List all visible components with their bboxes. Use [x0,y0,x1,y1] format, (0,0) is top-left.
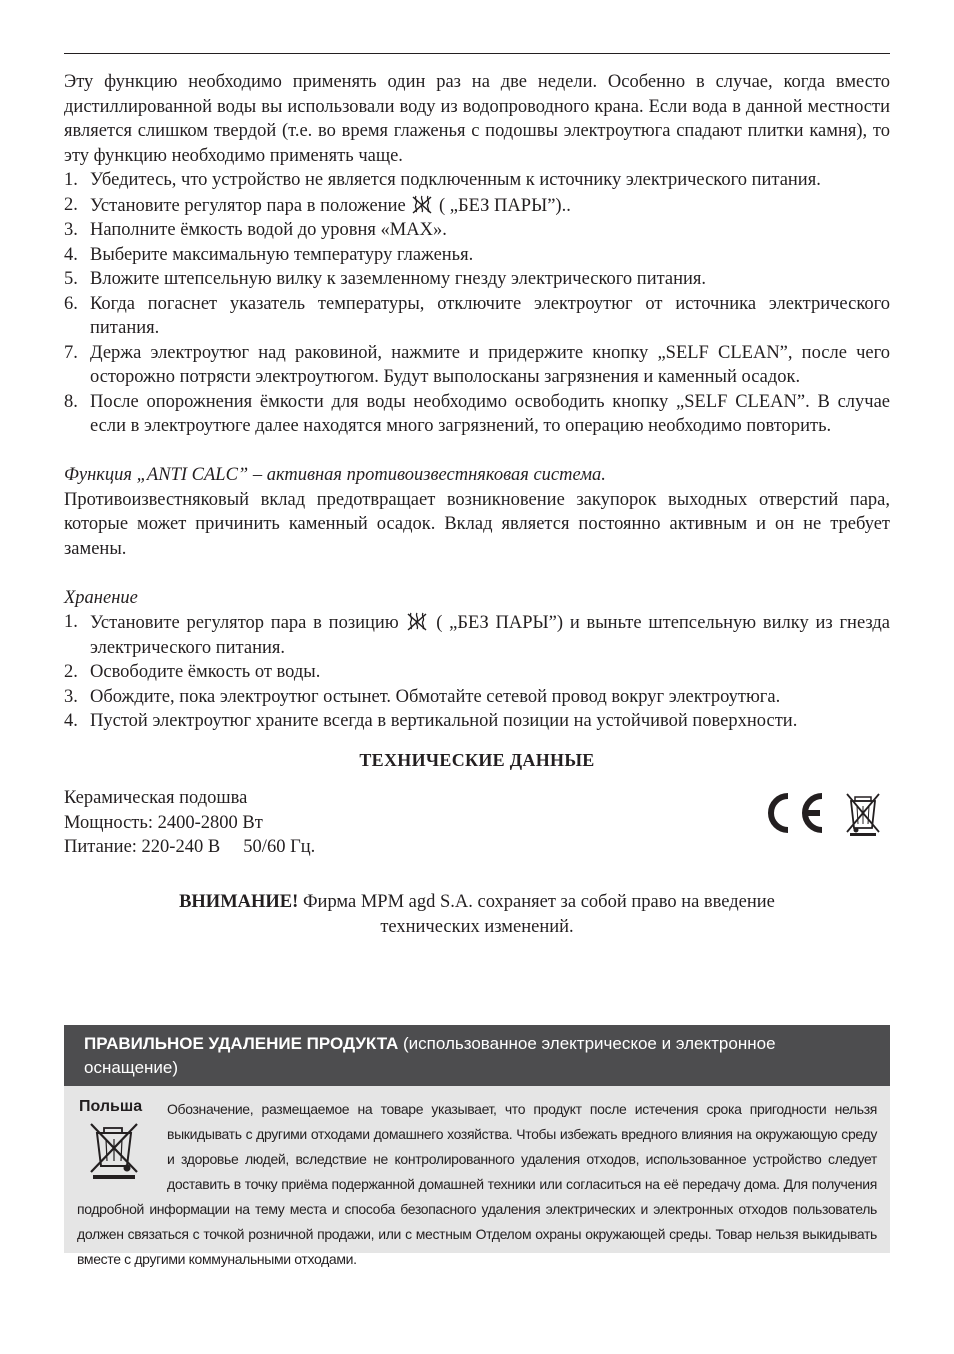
step-text: Обождите, пока электроутюг остынет. Обмотайте сетевой провод вокруг электроутюга. [90,686,781,707]
step-text: Когда погаснет указатель температуры, отключите электроутюг от источника электрического питания. [90,293,890,338]
list-item [64,341,890,390]
step-text: Выберите максимальную температуру глаженья. [90,244,474,265]
certification-marks [758,790,882,836]
step-number: 4. [64,244,78,265]
no-steam-icon [405,610,429,632]
step-text: Установите регулятор пара в положение [90,195,411,216]
page-content [64,70,890,939]
notice-bold: ВНИМАНИЕ! [179,892,299,912]
no-steam-icon [410,193,434,215]
list-item [64,709,890,734]
list-item [64,390,890,439]
anti-calc-text: Противоизвестняковый вклад предотвращает возникновение закупорок выходных отверстий пара, которые может причинить каменный осадок. Вклад является постоянно активным и он не требует замены. [64,489,890,559]
intro-paragraph: Эту функцию необходимо применять один раз на две недели. Особенно в случае, когда вместо дистиллированной воды вы использовали воду из водопроводного крана. Если вода в данной местности является слишком твердой (т.е. во время глаженья с подошвы электроутюга спадают плитки камня), то эту функцию необходимо применять чаще. [64,72,890,166]
step-number: 2. [64,194,78,215]
step-number: 6. [64,293,78,314]
storage-steps [64,610,890,734]
storage-heading: Хранение [64,587,138,608]
step-text: Держа электроутюг над раковиной, нажмите и придержите кнопку „SELF CLEAN”, после чего осторожно потрясти электроутюгом. Будут выполосканы загрязнения и каменный осадок. [90,342,890,387]
disposal-header [64,1025,890,1086]
step-text-suffix: ( „БЕЗ ПАРЫ”).. [434,195,571,216]
step-text: Установите регулятор пара в позицию [90,613,406,633]
step-number: 3. [64,220,78,240]
list-item [64,168,890,193]
tech-line: Мощность: 2400-2800 Вт [64,812,263,833]
step-number: 1. [64,612,78,632]
step-number: 8. [64,391,78,412]
step-text: После опорожнения ёмкости для воды необходимо освободить кнопку „SELF CLEAN”. В случае если в электроутюге далее находятся много загрязнений, то операцию необходимо повторить. [90,391,890,436]
list-item [64,292,890,341]
notice [64,890,890,939]
tech-line: Питание: 220-240 В 50/60 Гц. [64,837,316,857]
step-text: Убедитесь, что устройство не является подключенным к источнику электрического питания. [90,170,821,190]
step-number: 1. [64,170,78,190]
list-item [64,685,890,710]
notice-line1: Фирма MPM agd S.A. сохраняет за собой право на введение [298,892,775,912]
list-item [64,610,890,660]
disposal-left [77,1097,159,1180]
disposal-section [64,1025,890,1267]
tech-data-block [64,786,890,860]
disposal-header-title: ПРАВИЛЬНОЕ УДАЛЕНИЕ ПРОДУКТА [84,1034,399,1053]
country-label: Польша [79,1098,143,1115]
list-item [64,660,890,685]
crossed-bin-icon [85,1120,143,1180]
step-text: Пустой электроутюг храните всегда в вертикальной позиции на устойчивой поверхности. [90,711,798,731]
list-item [64,243,890,268]
step-number: 2. [64,662,78,682]
step-text-suffix: ( „БЕЗ ПАРЫ”) и выньте штепсельную вилку из гнезда электрического питания. [90,613,890,658]
anti-calc-heading: Функция „ANTI CALC” – активная противоизвестняковая система. [64,465,606,485]
disposal-body [64,1086,890,1267]
crossed-bin-icon [844,790,882,836]
step-number: 7. [64,342,78,363]
cleaning-steps [64,168,890,439]
ce-mark-icon [758,790,828,836]
list-item [64,193,890,219]
step-text: Освободите ёмкость от воды. [90,662,321,682]
step-text: Вложите штепсельную вилку к заземленному гнезду электрического питания. [90,269,707,289]
step-number: 4. [64,711,78,731]
list-item [64,267,890,292]
step-text: Наполните ёмкость водой до уровня «MAX». [90,220,447,240]
notice-line2: технических изменений. [380,916,574,937]
step-number: 5. [64,269,78,289]
list-item [64,218,890,243]
tech-data-title: ТЕХНИЧЕСКИЕ ДАННЫЕ [359,749,595,770]
top-rule [64,53,890,54]
disposal-text: Обозначение, размещаемое на товаре указывает, что продукт после истечения срока пригодности нельзя выкидывать с другими отходами домашнего хозяйства. Чтобы избежать вредного влияния на окружающую среду и здоровье людей, вследствие не контролированного удаления отходов, использованное устройство следует доставить в точку приёма подержанной домашней техники или согласиться на её передачу дома. Для получения подробной информации на тему места и способа безопасного удаления электрических и электронных отходов пользователь должен связаться с точкой розничной продажи, или с местным Отделом охраны окружающей среды. Товар нельзя выкидывать вместе с другими коммунальными отходами. [77,1101,877,1267]
disposal-header-subtitle: (использованное электрическое и электронное оснащение) [84,1034,776,1077]
tech-line: Керамическая подошва [64,788,248,808]
step-number: 3. [64,686,78,707]
